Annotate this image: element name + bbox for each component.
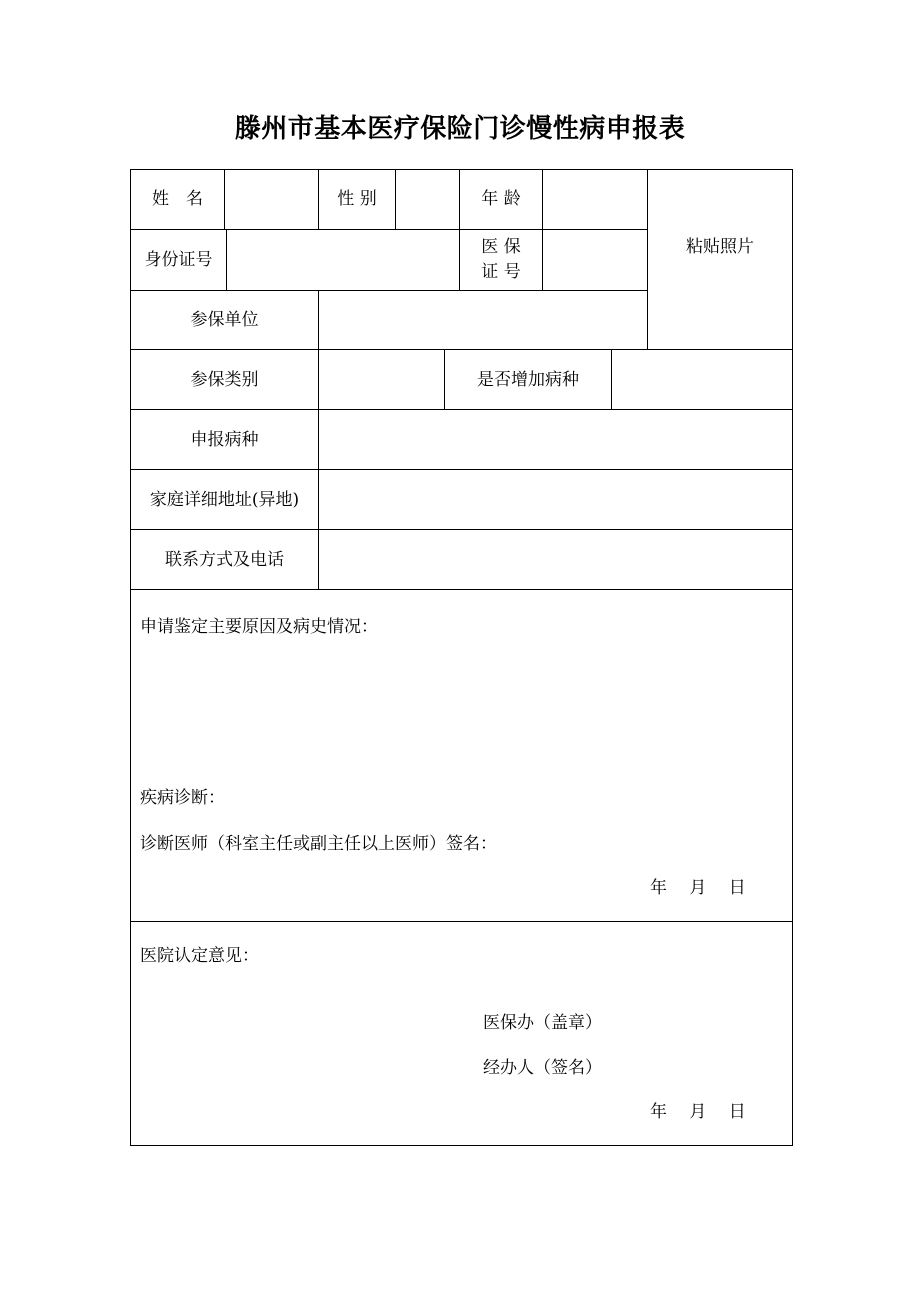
declared-disease-label: 申报病种 <box>190 430 259 450</box>
table-border-bottom <box>130 1145 793 1146</box>
contact-field[interactable] <box>319 530 792 589</box>
insurance-type-field[interactable] <box>319 350 444 409</box>
photo-placeholder[interactable]: 粘贴照片 <box>686 237 754 257</box>
age-label: 年 龄 <box>481 189 521 209</box>
employer-label: 参保单位 <box>190 310 259 330</box>
name-label: 姓 名 <box>152 189 203 209</box>
insurance-type-label: 参保类别 <box>190 370 259 390</box>
gender-field[interactable] <box>396 170 459 229</box>
address-label: 家庭详细地址(异地) <box>149 490 300 510</box>
doctor-signature-label: 诊断医师（科室主任或副主任以上医师）签名： <box>140 834 497 854</box>
insurance-no-label-line1: 医 保 <box>481 237 521 257</box>
declared-disease-field[interactable] <box>319 410 792 469</box>
add-disease-label: 是否增加病种 <box>477 370 579 390</box>
insurance-no-label-line2: 证 号 <box>481 262 521 282</box>
contact-label: 联系方式及电话 <box>165 550 284 570</box>
gender-label: 性 别 <box>337 189 377 209</box>
insurance-no-field[interactable] <box>543 230 647 290</box>
employer-field[interactable] <box>319 291 647 349</box>
form-title: 滕州市基本医疗保险门诊慢性病申报表 <box>234 114 686 144</box>
row-divider <box>130 921 793 922</box>
age-field[interactable] <box>543 170 647 229</box>
handler-signature-label: 经办人（签名） <box>483 1058 602 1078</box>
diagnosis-date: 年 月 日 <box>650 878 746 898</box>
diagnosis-label: 疾病诊断： <box>140 788 225 808</box>
id-number-label: 身份证号 <box>144 250 213 270</box>
table-border-right <box>792 169 793 1146</box>
id-number-field[interactable] <box>227 230 459 290</box>
reason-history-label: 申请鉴定主要原因及病史情况： <box>140 617 378 637</box>
name-field[interactable] <box>225 170 318 229</box>
address-field[interactable] <box>319 470 792 529</box>
hospital-date: 年 月 日 <box>650 1102 746 1122</box>
row-divider <box>130 589 793 590</box>
add-disease-field[interactable] <box>612 350 792 409</box>
hospital-opinion-label: 医院认定意见： <box>140 946 259 966</box>
col-divider <box>647 169 648 350</box>
office-seal-label: 医保办（盖章） <box>483 1013 602 1033</box>
